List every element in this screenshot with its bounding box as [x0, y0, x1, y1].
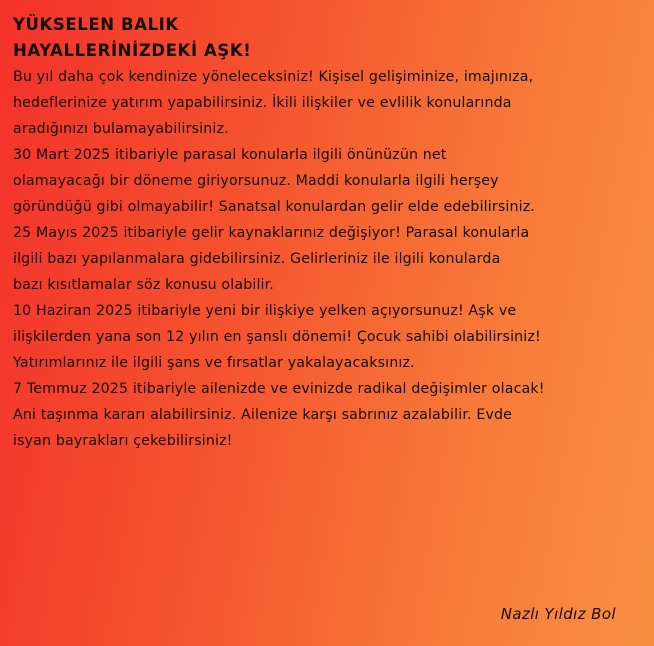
- author-signature: Nazlı Yıldız Bol: [500, 605, 616, 623]
- body-text: [13, 64, 640, 454]
- body-line: Ani taşınma kararı alabilirsiniz. Ailenize karşı sabrınız azalabilir. Evde: [13, 407, 513, 423]
- body-line: 25 Mayıs 2025 itibariyle gelir kaynaklarınız değişiyor! Parasal konularla: [13, 225, 530, 241]
- body-line: aradığınızı bulamayabilirsiniz.: [13, 121, 229, 137]
- body-line: hedeflerinize yatırım yapabilirsiniz. İkili ilişkiler ve evlilik konularında: [13, 95, 512, 111]
- body-line: Yatırımlarınız ile ilgili şans ve fırsatlar yakalayacaksınız.: [13, 355, 415, 371]
- body-line: ilişkilerden yana son 12 yılın en şanslı dönemi! Çocuk sahibi olabilirsiniz!: [13, 329, 541, 345]
- body-line: bazı kısıtlamalar söz konusu olabilir.: [13, 277, 274, 293]
- body-line: 10 Haziran 2025 itibariyle yeni bir ilişkiye yelken açıyorsunuz! Aşk ve: [13, 303, 517, 319]
- body-line: isyan bayrakları çekebilirsiniz!: [13, 433, 233, 449]
- body-line: olamayacağı bir döneme giriyorsunuz. Maddi konularla ilgili herşey: [13, 173, 499, 189]
- body-line: göründüğü gibi olmayabilir! Sanatsal konulardan gelir elde edebilirsiniz.: [13, 199, 535, 215]
- body-line: 30 Mart 2025 itibariyle parasal konularla ilgili önünüzün net: [13, 147, 447, 163]
- title: YÜKSELEN BALIK: [13, 15, 179, 34]
- body-line: Bu yıl daha çok kendinize yöneleceksiniz! Kişisel gelişiminize, imajınıza,: [13, 69, 534, 85]
- subtitle: HAYALLERİNİZDEKİ AŞK!: [13, 41, 252, 60]
- body-line: ilgili bazı yapılanmalara gidebilirsiniz. Gelirleriniz ile ilgili konularda: [13, 251, 501, 267]
- body-line: 7 Temmuz 2025 itibariyle ailenizde ve evinizde radikal değişimler olacak!: [13, 381, 545, 397]
